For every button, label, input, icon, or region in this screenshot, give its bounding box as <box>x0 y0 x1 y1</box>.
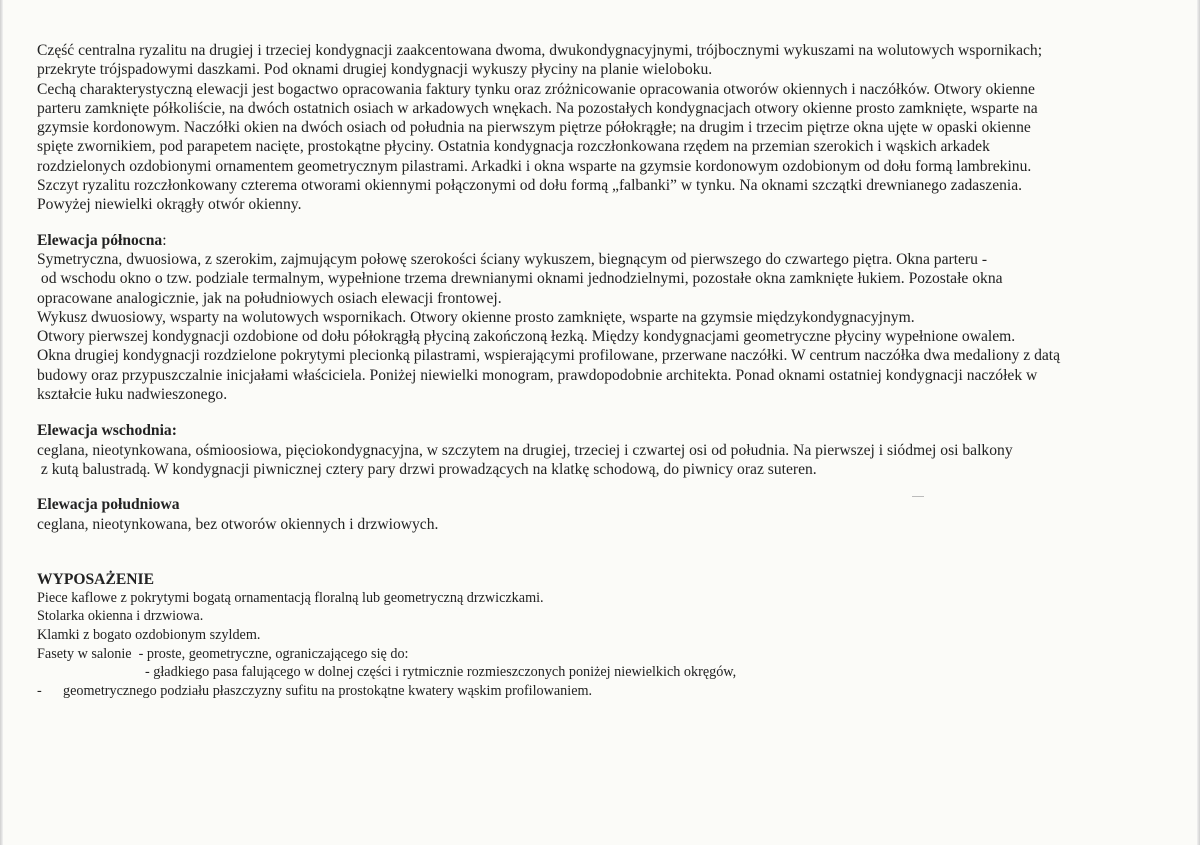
section-heading: Elewacja południowa <box>37 496 180 514</box>
text-line: opracowane analogicznie, jak na południowych osiach elewacji frontowej. <box>37 289 502 307</box>
text-line: od wschodu okno o tzw. podziale termalnym, wypełnione trzema drewnianymi oknami jednodzielnymi, pozostałe okna zamknięte łukiem. Pozostałe okna <box>37 270 1003 288</box>
section-heading: Elewacja wschodnia: <box>37 422 177 440</box>
dash-bullet: - <box>37 682 42 699</box>
text-line: Cechą charakterystyczną elewacji jest bogactwo opracowania faktury tynku oraz zróżnicowanie opracowania otworów okiennych i naczółków. Otwory okienne <box>37 80 1035 98</box>
text-line: rozdzielonych ozdobionymi ornamentem geometrycznym pilastrami. Arkadki i okna wsparte na gzymsie kordonowym ozdobionym od dołu formą lambrekinu. <box>37 157 1032 175</box>
text-line: Okna drugiej kondygnacji rozdzielone pokrytymi plecionką pilastrami, wspierającymi profilowane, przerwane naczółki. W centrum naczółka dwa medaliony z datą <box>37 347 1061 365</box>
scan-mark <box>912 496 924 497</box>
text-line: Otwory pierwszej kondygnacji ozdobione od dołu półokrągłą płyciną zakończoną łezką. Między kondygnacjami geometryczne płyciny wypełnione owalem. <box>37 328 1016 346</box>
section-heading: WYPOSAŻENIE <box>37 570 154 588</box>
section-south-elevation <box>37 495 1167 534</box>
section-east-elevation <box>37 421 1167 479</box>
text-line: Część centralna ryzalitu na drugiej i trzeciej kondygnacji zaakcentowana dwoma, dwukondygnacyjnymi, trójbocznymi wykuszami na wolutowych wspornikach; <box>37 42 1043 59</box>
text-line: przekryte trójspadowymi daszkami. Pod oknami drugiej kondygnacji wykuszy płyciny na planie wieloboku. <box>37 61 713 79</box>
text-line: Piece kaflowe z pokrytymi bogatą ornamentacją floralną lub geometryczną drzwiczkami. <box>37 589 544 606</box>
section-equipment <box>37 571 1167 701</box>
section-north-elevation <box>37 231 1167 405</box>
text-line: Szczyt ryzalitu rozczłonkowany czterema otworami okiennymi połączonymi od dołu formą „falbanki” w tynku. Na oknami szczątki drewnianego zadaszenia. <box>37 177 1023 195</box>
text-line: Symetryczna, dwuosiowa, z szerokim, zajmującym połowę szerokości ściany wykuszem, biegnącym od pierwszego do czwartego piętra. Okna parteru - <box>37 250 988 268</box>
text-line: geometrycznego podziału płaszczyzny sufitu na prostokątne kwatery wąskim profilowaniem. <box>63 682 593 699</box>
text-line: Wykusz dwuosiowy, wsparty na wolutowych wspornikach. Otwory okienne prosto zamknięte, wsparte na gzymsie międzykondygnacyjnym. <box>37 308 915 326</box>
intro-paragraph <box>37 41 1167 215</box>
text-line: Klamki z bogato ozdobionym szyldem. <box>37 627 261 644</box>
page-left-edge <box>0 0 3 845</box>
text-line: budowy oraz przypuszczalnie inicjałami właściciela. Poniżej niewielki monogram, prawdopodobnie architekta. Ponad oknami ostatniej kondygnacji naczółek w <box>37 366 1038 384</box>
heading-colon: : <box>162 231 167 249</box>
text-line: kształcie łuku nadwieszonego. <box>37 386 228 404</box>
list-item <box>0 682 1167 701</box>
text-line: ceglana, nieotynkowana, ośmioosiowa, pięciokondygnacyjna, w szczytem na drugiej, trzeciej i czwartej osi od południa. Na pierwszej i siódmej osi balkony <box>37 441 1013 459</box>
section-heading: Elewacja północna <box>37 231 163 249</box>
text-line: parteru zamknięte półkoliście, na dwóch ostatnich osiach w arkadowych wnękach. Na pozostałych kondygnacjach otwory okienne prosto zamknięte, wsparte na <box>37 99 1038 117</box>
text-line: spięte zwornikiem, pod parapetem nacięte, prostokątne płyciny. Ostatnia kondygnacja rozczłonkowana rzędem na przemian szerokich i wąskich arkadek <box>37 138 990 156</box>
text-line: Powyżej niewielki okrągły otwór okienny. <box>37 196 302 214</box>
section-heading-row <box>37 231 1167 250</box>
text-line: ceglana, nieotynkowana, bez otworów okiennych i drzwiowych. <box>37 515 439 533</box>
text-line: - gładkiego pasa falującego w dolnej części i rytmicznie rozmieszczonych poniżej niewielkich okręgów, <box>145 664 737 681</box>
document-body <box>37 41 1167 700</box>
text-line: z kutą balustradą. W kondygnacji piwnicznej cztery pary drzwi prowadzących na klatkę schodową, do piwnicy oraz suteren. <box>37 460 817 478</box>
text-line: Fasety w salonie - proste, geometryczne, ograniczającego się do: <box>37 645 409 662</box>
text-line: gzymsie kordonowym. Naczółki okien na dwóch osiach od południa na pierwszym piętrze półokrągłe; na drugim i trzecim piętrze okna ujęte w opaski okienne <box>37 119 1031 137</box>
text-line: Stolarka okienna i drzwiowa. <box>37 608 204 625</box>
